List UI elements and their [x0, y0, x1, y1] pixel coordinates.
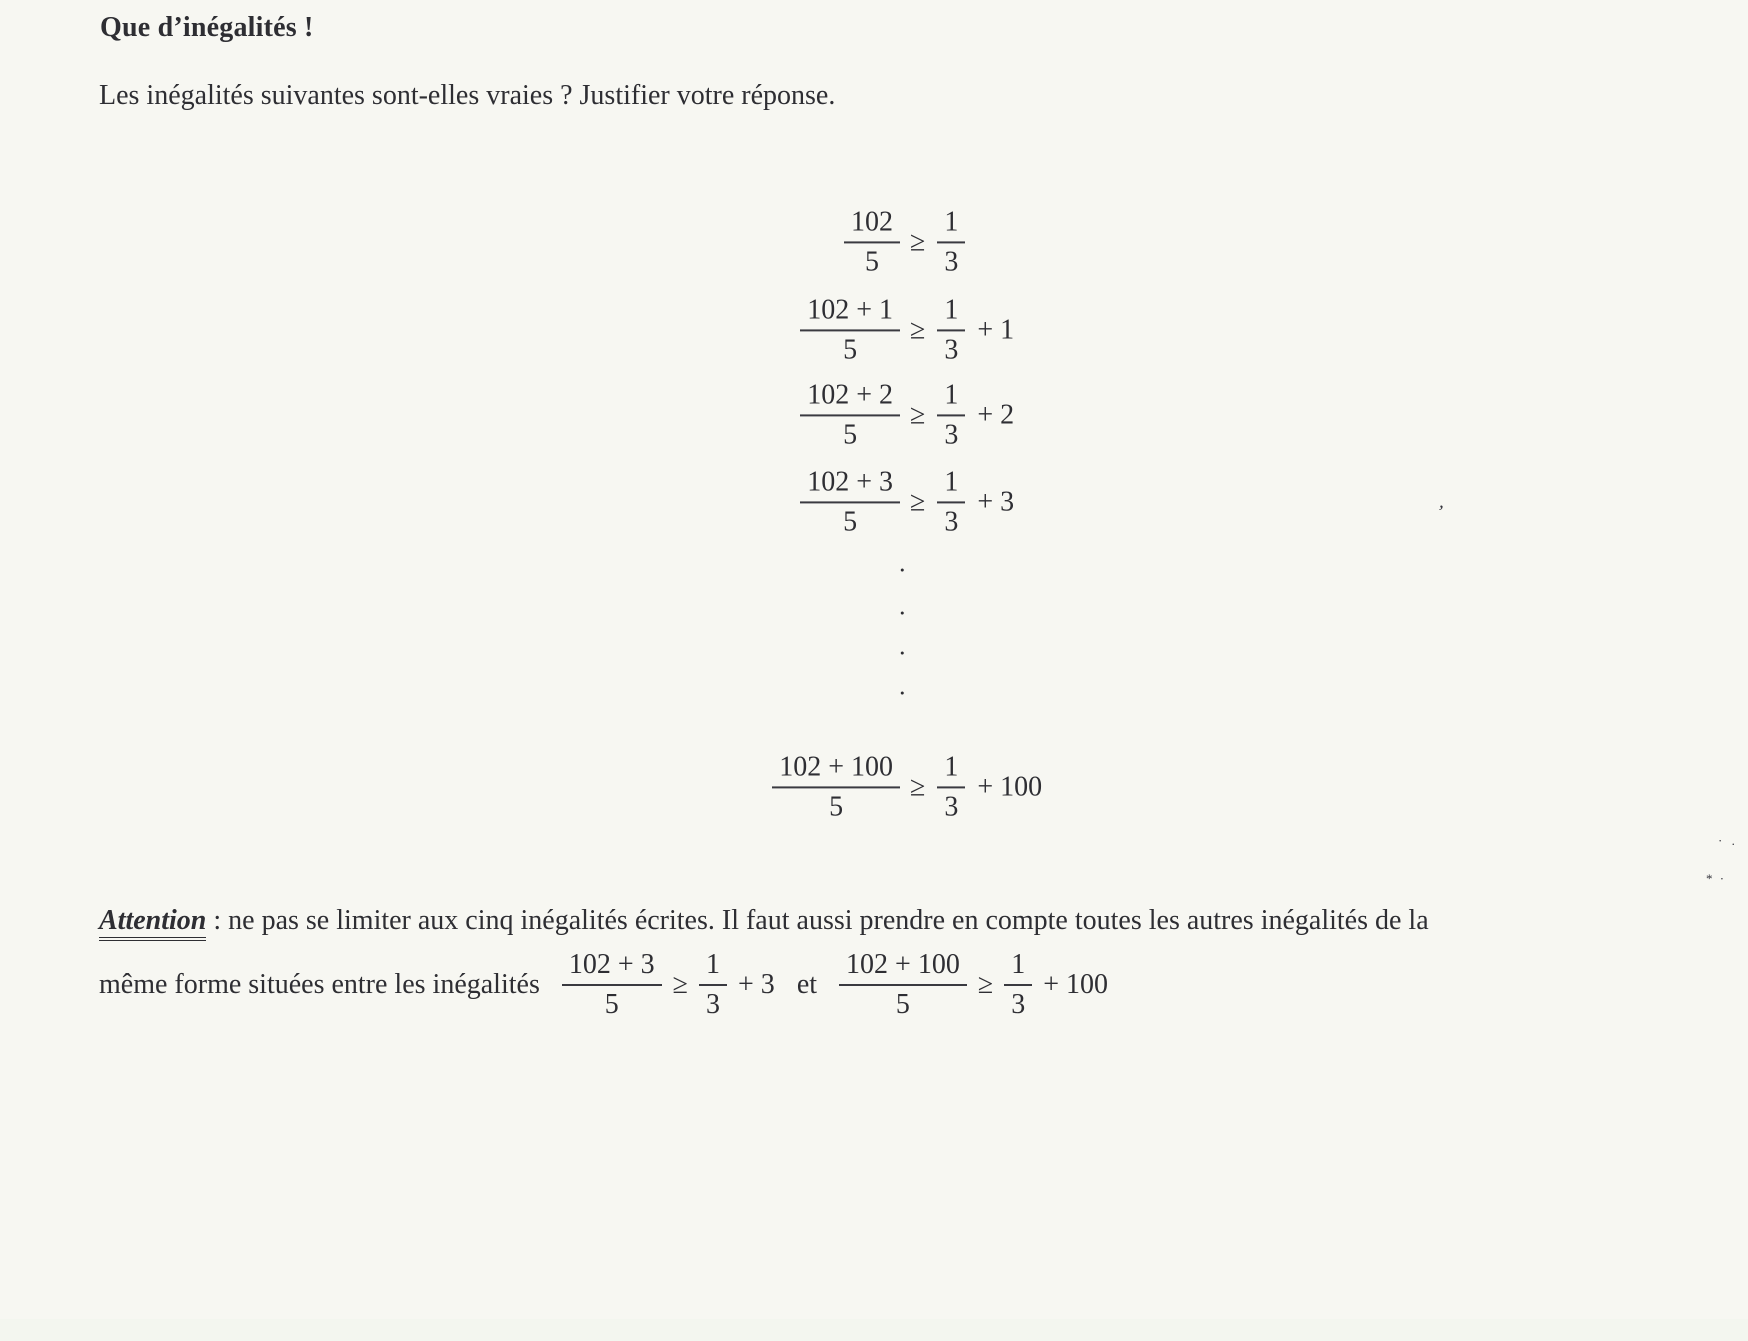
fraction-denominator: 5 — [843, 506, 858, 537]
greater-equal-symbol: ≥ — [910, 399, 926, 430]
fraction-numerator: 1 — [937, 750, 965, 788]
equation-rhs — [910, 465, 1014, 538]
equation-rhs — [910, 378, 1014, 451]
fraction-numerator: 1 — [937, 293, 965, 331]
fraction — [844, 205, 900, 278]
fraction — [937, 465, 965, 538]
greater-equal-symbol: ≥ — [977, 969, 994, 1000]
equation-addend: + 100 — [977, 771, 1043, 802]
fraction-numerator: 1 — [699, 948, 727, 986]
fraction-numerator: 1 — [1004, 948, 1032, 986]
equation-lhs — [800, 465, 900, 538]
fraction — [937, 293, 965, 366]
scan-artifact: ʼ — [1434, 501, 1446, 524]
fraction-denominator: 3 — [944, 419, 959, 450]
fraction-numerator: 102 + 3 — [800, 465, 900, 503]
fraction-numerator: 102 + 100 — [772, 750, 900, 788]
page-title: Que d’inégalités ! — [100, 12, 314, 43]
ellipsis-dot: • — [900, 562, 905, 578]
inline-equation-b — [839, 948, 1108, 1021]
greater-equal-symbol: ≥ — [910, 226, 926, 257]
equation-lhs — [772, 750, 900, 823]
intro-text: Les inégalités suivantes sont-elles vraies ? Justifier votre réponse. — [99, 80, 836, 111]
fraction-denominator: 3 — [706, 989, 721, 1020]
fraction-numerator: 102 + 100 — [839, 948, 967, 986]
equation-lhs — [844, 205, 900, 278]
attention-separator: : — [206, 905, 229, 936]
ellipsis-dot: • — [900, 605, 905, 621]
fraction-numerator: 102 + 1 — [800, 293, 900, 331]
equation-addend: + 1 — [977, 314, 1015, 345]
fraction-denominator: 5 — [604, 989, 619, 1020]
attention-label: Attention — [99, 905, 206, 941]
fraction-numerator: 102 — [844, 205, 900, 243]
fraction-numerator: 102 + 3 — [562, 948, 662, 986]
fraction-denominator: 5 — [865, 246, 879, 277]
scan-edge-strip — [0, 1319, 1748, 1341]
scan-artifact: · . — [1718, 833, 1738, 848]
fraction — [937, 750, 965, 823]
greater-equal-symbol: ≥ — [672, 969, 689, 1000]
fraction — [699, 948, 727, 1021]
fraction — [839, 948, 967, 1021]
fraction-numerator: 1 — [937, 378, 965, 416]
equation-addend: + 100 — [1043, 969, 1108, 1000]
fraction — [937, 205, 965, 278]
fraction-denominator: 5 — [843, 419, 858, 450]
fraction-denominator: 3 — [944, 334, 959, 365]
fraction — [562, 948, 662, 1021]
attention-line-1 — [99, 905, 1429, 937]
fraction-denominator: 5 — [829, 791, 844, 822]
fraction-denominator: 3 — [1011, 989, 1026, 1020]
equation-addend: + 3 — [738, 969, 775, 1000]
fraction-denominator: 5 — [895, 989, 910, 1020]
equation-addend: + 3 — [977, 486, 1015, 517]
attention-text: ne pas se limiter aux cinq inégalités écrites. Il faut aussi prendre en compte toutes les autres inégalités de la — [228, 905, 1429, 936]
equation-rhs — [910, 293, 1014, 366]
fraction — [1004, 948, 1032, 1021]
fraction-numerator: 1 — [937, 205, 965, 243]
fraction-numerator: 1 — [937, 465, 965, 503]
fraction — [800, 465, 900, 538]
inline-equation-a — [562, 948, 775, 1021]
scan-artifact: * · — [1706, 871, 1727, 886]
attention-connector: et — [796, 969, 818, 1000]
fraction — [937, 378, 965, 451]
fraction — [772, 750, 900, 823]
greater-equal-symbol: ≥ — [910, 314, 926, 345]
greater-equal-symbol: ≥ — [910, 771, 926, 802]
equation-rhs — [910, 750, 1042, 823]
attention-line2-prefix: même forme situées entre les inégalités — [99, 969, 540, 1000]
fraction-denominator: 5 — [843, 334, 858, 365]
equation-lhs — [800, 378, 900, 451]
fraction — [800, 378, 900, 451]
fraction-denominator: 3 — [944, 246, 959, 277]
ellipsis-dot: • — [900, 685, 905, 701]
fraction-denominator: 3 — [944, 791, 959, 822]
equation-addend: + 2 — [977, 399, 1015, 430]
greater-equal-symbol: ≥ — [910, 486, 926, 517]
fraction-numerator: 102 + 2 — [800, 378, 900, 416]
ellipsis-dot: • — [900, 645, 905, 661]
equation-lhs — [800, 293, 900, 366]
equation-rhs — [910, 205, 977, 278]
fraction — [800, 293, 900, 366]
fraction-denominator: 3 — [944, 506, 959, 537]
